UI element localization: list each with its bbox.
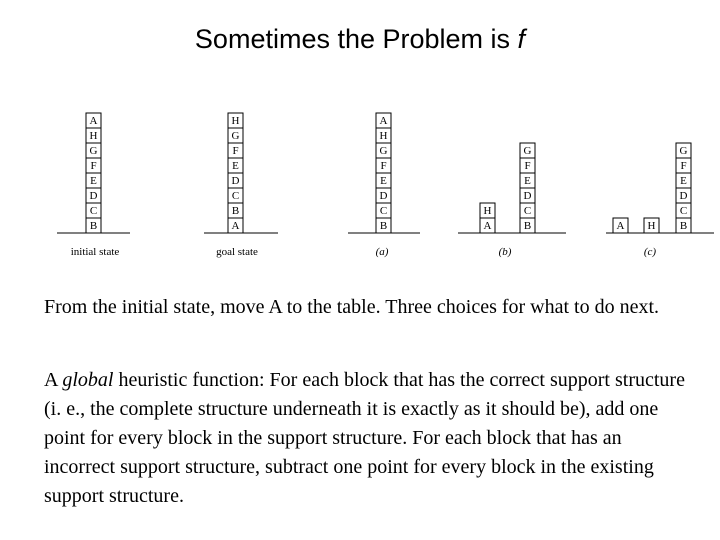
block-E [376, 173, 391, 188]
block-label: D [231, 175, 240, 187]
block-label: A [483, 220, 492, 232]
block-H [644, 218, 659, 233]
block-G [228, 128, 243, 143]
block-G [676, 143, 691, 158]
state-1 [204, 113, 278, 258]
state-0 [57, 113, 130, 258]
block-D [86, 188, 101, 203]
block-label: G [231, 130, 240, 142]
block-G [520, 143, 535, 158]
state-caption: initial state [70, 246, 120, 258]
block-H [86, 128, 101, 143]
block-A [228, 218, 243, 233]
block-C [520, 203, 535, 218]
title-symbol: f [517, 24, 526, 54]
blocks-world-diagram [0, 70, 720, 270]
block-C [228, 188, 243, 203]
block-label: D [89, 190, 98, 202]
block-label: D [523, 190, 532, 202]
block-label: D [379, 190, 388, 202]
paragraph-heuristic [44, 366, 694, 511]
states-layer [57, 113, 714, 258]
block-A [376, 113, 391, 128]
block-label: B [679, 220, 688, 232]
block-D [228, 173, 243, 188]
block-H [480, 203, 495, 218]
state-caption: goal state [216, 246, 258, 258]
block-label: G [379, 145, 388, 157]
block-F [228, 143, 243, 158]
block-label: B [523, 220, 532, 232]
block-label: B [89, 220, 98, 232]
block-label: G [523, 145, 532, 157]
block-label: E [90, 175, 97, 187]
block-B [376, 218, 391, 233]
block-label: C [679, 205, 688, 217]
block-label: D [679, 190, 688, 202]
block-B [520, 218, 535, 233]
block-label: G [89, 145, 98, 157]
slide-title [0, 24, 720, 55]
block-label: H [647, 220, 656, 232]
paragraph-heuristic-body: heuristic function: For each block that has the correct support structure (i. e., the complete structure underneath it is exactly as it should be), add one point for every block in the support structure. For each block that has an incorrect support structure, subtract one point for every block in the existing support structure. [44, 369, 685, 507]
state-4 [606, 143, 714, 258]
block-A [480, 218, 495, 233]
block-label: A [231, 220, 240, 232]
block-label: F [232, 145, 239, 157]
block-H [376, 128, 391, 143]
block-label: B [231, 205, 240, 217]
block-D [676, 188, 691, 203]
state-caption: (c) [643, 246, 657, 258]
block-C [376, 203, 391, 218]
paragraph-heuristic-emphasis: global [62, 369, 114, 391]
block-label: A [616, 220, 625, 232]
block-label: E [380, 175, 387, 187]
block-E [676, 173, 691, 188]
state-3 [458, 143, 566, 258]
block-label: C [379, 205, 388, 217]
block-F [86, 158, 101, 173]
block-F [376, 158, 391, 173]
block-C [676, 203, 691, 218]
block-E [86, 173, 101, 188]
block-label: E [232, 160, 239, 172]
block-label: B [379, 220, 388, 232]
state-caption: (a) [375, 246, 389, 258]
block-label: E [524, 175, 531, 187]
block-B [86, 218, 101, 233]
paragraph-initial-state: From the initial state, move A to the table. Three choices for what to do next. [44, 296, 660, 318]
block-H [228, 113, 243, 128]
block-D [376, 188, 391, 203]
state-2 [348, 113, 420, 258]
block-label: F [524, 160, 531, 172]
block-F [676, 158, 691, 173]
block-B [228, 203, 243, 218]
block-label: H [379, 130, 388, 142]
block-label: A [379, 115, 388, 127]
block-F [520, 158, 535, 173]
block-G [376, 143, 391, 158]
paragraph-heuristic-prefix: A [44, 369, 63, 391]
block-label: H [89, 130, 98, 142]
state-caption: (b) [498, 246, 512, 258]
block-label: G [679, 145, 688, 157]
block-label: H [231, 115, 240, 127]
block-E [520, 173, 535, 188]
block-label: E [680, 175, 687, 187]
block-label: C [523, 205, 532, 217]
block-label: F [90, 160, 97, 172]
block-B [676, 218, 691, 233]
block-label: F [380, 160, 387, 172]
block-A [86, 113, 101, 128]
block-C [86, 203, 101, 218]
title-text: Sometimes the Problem is [194, 24, 518, 54]
block-label: H [483, 205, 492, 217]
block-label: F [680, 160, 687, 172]
block-label: C [231, 190, 240, 202]
block-G [86, 143, 101, 158]
block-D [520, 188, 535, 203]
block-label: A [89, 115, 98, 127]
block-A [613, 218, 628, 233]
block-label: C [89, 205, 98, 217]
block-E [228, 158, 243, 173]
